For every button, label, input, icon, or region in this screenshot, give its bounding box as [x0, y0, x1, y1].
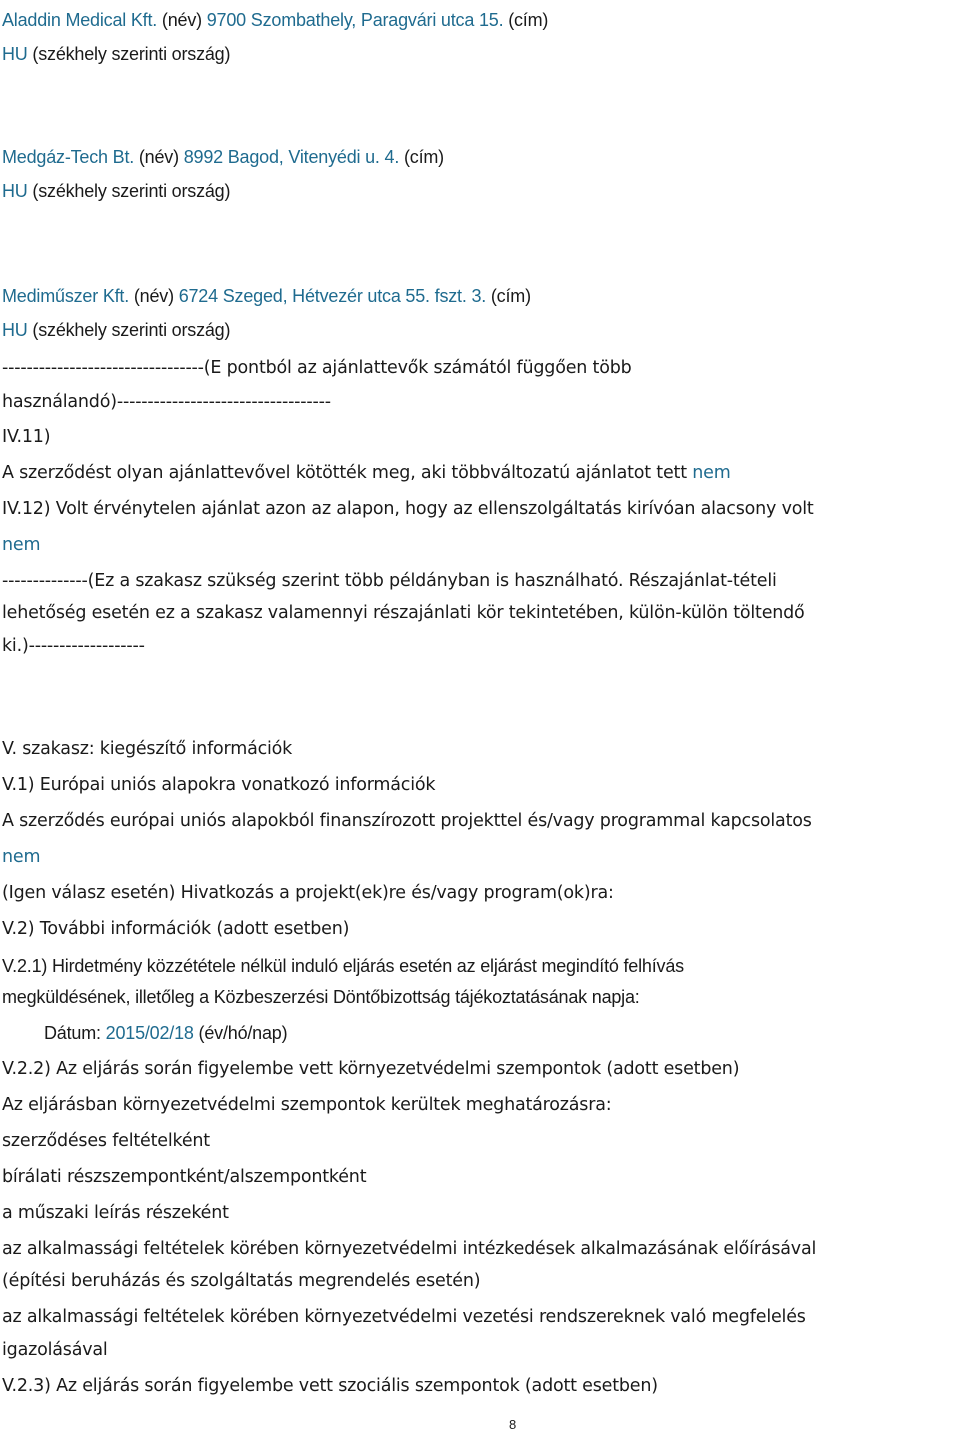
entity-address-tag: (cím): [490, 286, 531, 306]
entity-address: 6724 Szeged, Hétvezér utca 55. fszt. 3.: [178, 286, 487, 306]
section-iv12-question: IV.12) Volt érvénytelen ajánlat azon az alapon, hogy az ellenszolgáltatás kirívóan alacsony volt: [2, 499, 814, 519]
list-item-continuation: igazolásával: [2, 1340, 108, 1360]
separator-line: ki.)-------------------: [2, 636, 145, 656]
entity-name-tag: (név): [133, 286, 174, 306]
entity-name-tag: (név): [138, 147, 179, 167]
entity-name: Mediműszer Kft.: [2, 286, 130, 306]
section-v1-title: V.1) Európai uniós alapokra vonatkozó információk: [2, 775, 436, 795]
list-item: az alkalmassági feltételek körében környezetvédelmi intézkedések alkalmazásának előírásával: [2, 1239, 817, 1259]
date-label: Dátum:: [44, 1023, 101, 1043]
entity-2-country-line: [2, 180, 230, 202]
entity-address: 9700 Szombathely, Paragvári utca 15.: [206, 10, 504, 30]
section-v22-intro: Az eljárásban környezetvédelmi szempontok kerültek meghatározásra:: [2, 1095, 612, 1115]
answer-value: nem: [692, 463, 731, 483]
separator-line: használandó)-----------------------------------: [2, 392, 331, 412]
entity-country: HU: [2, 181, 28, 201]
section-v21-text: megküldésének, illetőleg a Közbeszerzési Döntőbizottság tájékoztatásának napja:: [2, 987, 640, 1007]
date-line: [44, 1022, 287, 1044]
question-text: A szerződést olyan ajánlattevővel kötötték meg, aki többváltozatú ajánlatot tett: [2, 463, 687, 483]
list-item: bírálati részszempontként/alszempontként: [2, 1167, 367, 1187]
separator-line: --------------(Ez a szakasz szükség szerint több példányban is használható. Részajánlat-tételi: [2, 571, 777, 591]
page-number: 8: [509, 1417, 517, 1432]
answer-value: nem: [2, 535, 41, 555]
separator-line: ---------------------------------(E pontból az ajánlattevők számától függően több: [2, 358, 632, 378]
section-iv11-line: [2, 462, 731, 484]
section-v23-title: V.2.3) Az eljárás során figyelembe vett szociális szempontok (adott esetben): [2, 1376, 658, 1396]
entity-1-line: [2, 9, 548, 31]
entity-name: Aladdin Medical Kft.: [2, 10, 158, 30]
list-item: az alkalmassági feltételek körében környezetvédelmi vezetési rendszereknek való megfelelés: [2, 1307, 806, 1327]
section-v22-title: V.2.2) Az eljárás során figyelembe vett környezetvédelmi szempontok (adott esetben): [2, 1059, 740, 1079]
entity-address-tag: (cím): [508, 10, 549, 30]
list-item: a műszaki leírás részeként: [2, 1203, 229, 1223]
section-iv11-label: IV.11): [2, 427, 51, 447]
entity-country: HU: [2, 320, 28, 340]
answer-value: nem: [2, 847, 41, 867]
section-v1-question: A szerződés európai uniós alapokból finanszírozott projekttel és/vagy programmal kapcsolatos: [2, 811, 812, 831]
entity-country-tag: (székhely szerinti ország): [32, 181, 231, 201]
entity-name: Medgáz-Tech Bt.: [2, 147, 135, 167]
entity-3-country-line: [2, 319, 230, 341]
entity-country: HU: [2, 44, 28, 64]
date-format: (év/hó/nap): [198, 1023, 288, 1043]
section-v1-reference: (Igen válasz esetén) Hivatkozás a projekt(ek)re és/vagy program(ok)ra:: [2, 883, 614, 903]
entity-country-tag: (székhely szerinti ország): [32, 320, 231, 340]
section-v2-title: V.2) További információk (adott esetben): [2, 919, 350, 939]
section-v-title: V. szakasz: kiegészítő információk: [2, 739, 293, 759]
separator-line: lehetőség esetén ez a szakasz valamennyi részajánlati kör tekintetében, külön-külön töltendő: [2, 603, 805, 623]
date-value: 2015/02/18: [105, 1023, 194, 1043]
entity-country-tag: (székhely szerinti ország): [32, 44, 231, 64]
entity-2-line: [2, 146, 444, 168]
entity-3-line: [2, 285, 531, 307]
entity-address: 8992 Bagod, Vitenyédi u. 4.: [183, 147, 400, 167]
entity-1-country-line: [2, 43, 230, 65]
section-v21-text: V.2.1) Hirdetmény közzététele nélkül induló eljárás esetén az eljárást megindító felhívás: [2, 956, 684, 976]
entity-name-tag: (név): [161, 10, 202, 30]
entity-address-tag: (cím): [403, 147, 444, 167]
list-item: szerződéses feltételként: [2, 1131, 210, 1151]
list-item-continuation: (építési beruházás és szolgáltatás megrendelés esetén): [2, 1271, 481, 1291]
